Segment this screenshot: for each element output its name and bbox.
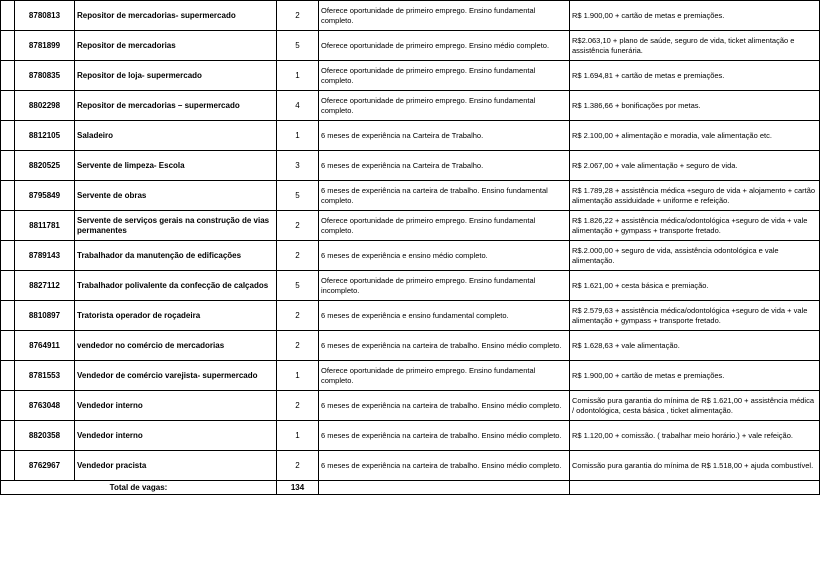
table-row xyxy=(1,301,820,331)
job-salary: R$ 2.100,00 + alimentação e moradia, vale alimentação etc. xyxy=(570,121,820,151)
job-code: 8827112 xyxy=(15,271,75,301)
job-title: Tratorista operador de roçadeira xyxy=(75,301,277,331)
job-requirements: 6 meses de experiência na carteira de trabalho. Ensino médio completo. xyxy=(319,421,570,451)
job-requirements: 6 meses de experiência e ensino médio completo. xyxy=(319,241,570,271)
row-margin-cell xyxy=(1,241,15,271)
job-code: 8820525 xyxy=(15,151,75,181)
table-row xyxy=(1,151,820,181)
job-code: 8820358 xyxy=(15,421,75,451)
job-code: 8789143 xyxy=(15,241,75,271)
job-vacancies: 5 xyxy=(277,271,319,301)
job-vacancies: 2 xyxy=(277,211,319,241)
job-title: Servente de obras xyxy=(75,181,277,211)
row-margin-cell xyxy=(1,31,15,61)
job-code: 8795849 xyxy=(15,181,75,211)
table-row xyxy=(1,451,820,481)
job-title: Repositor de mercadorias xyxy=(75,31,277,61)
job-title: Saladeiro xyxy=(75,121,277,151)
job-salary: R$.2.000,00 + seguro de vida, assistência odontológica e vale alimentação. xyxy=(570,241,820,271)
job-vacancies: 4 xyxy=(277,91,319,121)
row-margin-cell xyxy=(1,361,15,391)
job-code: 8811781 xyxy=(15,211,75,241)
job-requirements: Oferece oportunidade de primeiro emprego. Ensino fundamental incompleto. xyxy=(319,271,570,301)
row-margin-cell xyxy=(1,151,15,181)
job-title: Vendedor interno xyxy=(75,391,277,421)
job-vacancies: 3 xyxy=(277,151,319,181)
job-title: Repositor de mercadorias – supermercado xyxy=(75,91,277,121)
job-requirements: 6 meses de experiência na carteira de trabalho. Ensino médio completo. xyxy=(319,451,570,481)
row-margin-cell xyxy=(1,61,15,91)
job-salary: R$ 1.120,00 + comissão. ( trabalhar meio horário.) + vale refeição. xyxy=(570,421,820,451)
job-salary: R$ 1.900,00 + cartão de metas e premiações. xyxy=(570,1,820,31)
job-requirements: 6 meses de experiência na carteira de trabalho. Ensino médio completo. xyxy=(319,331,570,361)
job-salary: R$2.063,10 + plano de saúde, seguro de vida, ticket alimentação e assistência funerária. xyxy=(570,31,820,61)
job-vacancies: 2 xyxy=(277,241,319,271)
job-title: Vendedor pracista xyxy=(75,451,277,481)
job-vacancies: 2 xyxy=(277,451,319,481)
job-requirements: 6 meses de experiência na Carteira de Trabalho. xyxy=(319,151,570,181)
row-margin-cell xyxy=(1,451,15,481)
job-code: 8763048 xyxy=(15,391,75,421)
row-margin-cell xyxy=(1,1,15,31)
total-label: Total de vagas: xyxy=(1,481,277,495)
table-row xyxy=(1,181,820,211)
table-row xyxy=(1,421,820,451)
vacancies-table-body xyxy=(1,1,820,495)
row-margin-cell xyxy=(1,391,15,421)
job-salary: R$ 1.826,22 + assistência médica/odontológica +seguro de vida + vale alimentação + gympass + transporte fretado. xyxy=(570,211,820,241)
job-vacancies: 5 xyxy=(277,181,319,211)
job-requirements: Oferece oportunidade de primeiro emprego. Ensino médio completo. xyxy=(319,31,570,61)
job-title: Trabalhador polivalente da confecção de calçados xyxy=(75,271,277,301)
table-row xyxy=(1,391,820,421)
job-salary: R$ 2.067,00 + vale alimentação + seguro de vida. xyxy=(570,151,820,181)
job-requirements: 6 meses de experiência na carteira de trabalho. Ensino fundamental completo. xyxy=(319,181,570,211)
job-code: 8780835 xyxy=(15,61,75,91)
table-row xyxy=(1,331,820,361)
job-title: Vendedor interno xyxy=(75,421,277,451)
row-margin-cell xyxy=(1,181,15,211)
table-row xyxy=(1,61,820,91)
job-title: Repositor de loja- supermercado xyxy=(75,61,277,91)
job-salary: R$ 1.900,00 + cartão de metas e premiações. xyxy=(570,361,820,391)
job-vacancies: 2 xyxy=(277,391,319,421)
job-code: 8780813 xyxy=(15,1,75,31)
total-value: 134 xyxy=(277,481,319,495)
row-margin-cell xyxy=(1,91,15,121)
job-salary: R$ 1.789,28 + assistência médica +seguro de vida + alojamento + cartão alimentação assiduidade + uniforme e refeição. xyxy=(570,181,820,211)
job-salary: R$ 1.628,63 + vale alimentação. xyxy=(570,331,820,361)
total-empty-cell xyxy=(319,481,570,495)
job-requirements: Oferece oportunidade de primeiro emprego. Ensino fundamental completo. xyxy=(319,91,570,121)
job-salary: R$ 1.621,00 + cesta básica e premiação. xyxy=(570,271,820,301)
job-vacancies: 1 xyxy=(277,421,319,451)
job-title: Repositor de mercadorias- supermercado xyxy=(75,1,277,31)
job-requirements: Oferece oportunidade de primeiro emprego. Ensino fundamental completo. xyxy=(319,211,570,241)
table-row xyxy=(1,211,820,241)
table-row xyxy=(1,1,820,31)
job-requirements: 6 meses de experiência na Carteira de Trabalho. xyxy=(319,121,570,151)
row-margin-cell xyxy=(1,211,15,241)
table-row xyxy=(1,91,820,121)
job-vacancies: 2 xyxy=(277,1,319,31)
table-row xyxy=(1,271,820,301)
job-code: 8810897 xyxy=(15,301,75,331)
job-code: 8764911 xyxy=(15,331,75,361)
row-margin-cell xyxy=(1,271,15,301)
row-margin-cell xyxy=(1,121,15,151)
job-title: Trabalhador da manutenção de edificações xyxy=(75,241,277,271)
job-vacancies: 5 xyxy=(277,31,319,61)
total-row xyxy=(1,481,820,495)
job-requirements: 6 meses de experiência na carteira de trabalho. Ensino médio completo. xyxy=(319,391,570,421)
job-title: vendedor no comércio de mercadorias xyxy=(75,331,277,361)
job-code: 8812105 xyxy=(15,121,75,151)
job-requirements: Oferece oportunidade de primeiro emprego. Ensino fundamental completo. xyxy=(319,1,570,31)
job-requirements: Oferece oportunidade de primeiro emprego. Ensino fundamental completo. xyxy=(319,361,570,391)
job-code: 8781899 xyxy=(15,31,75,61)
job-salary: Comissão pura garantia do mínima de R$ 1.621,00 + assistência médica / odontológica, cesta básica , ticket alimentação. xyxy=(570,391,820,421)
job-code: 8802298 xyxy=(15,91,75,121)
row-margin-cell xyxy=(1,301,15,331)
job-vacancies: 1 xyxy=(277,121,319,151)
job-vacancies: 1 xyxy=(277,61,319,91)
table-row xyxy=(1,361,820,391)
row-margin-cell xyxy=(1,421,15,451)
job-vacancies: 1 xyxy=(277,361,319,391)
total-empty-cell xyxy=(570,481,820,495)
row-margin-cell xyxy=(1,331,15,361)
job-requirements: 6 meses de experiência e ensino fundamental completo. xyxy=(319,301,570,331)
job-title: Vendedor de comércio varejista- supermercado xyxy=(75,361,277,391)
job-salary: R$ 1.386,66 + bonificações por metas. xyxy=(570,91,820,121)
job-title: Servente de limpeza- Escola xyxy=(75,151,277,181)
job-salary: R$ 1.694,81 + cartão de metas e premiações. xyxy=(570,61,820,91)
job-vacancies: 2 xyxy=(277,331,319,361)
job-requirements: Oferece oportunidade de primeiro emprego. Ensino fundamental completo. xyxy=(319,61,570,91)
job-salary: R$ 2.579,63 + assistência médica/odontológica +seguro de vida + vale alimentação + gympass + transporte fretado. xyxy=(570,301,820,331)
job-code: 8762967 xyxy=(15,451,75,481)
table-row xyxy=(1,31,820,61)
table-row xyxy=(1,121,820,151)
table-row xyxy=(1,241,820,271)
job-salary: Comissão pura garantia do mínima de R$ 1.518,00 + ajuda combustível. xyxy=(570,451,820,481)
job-vacancies: 2 xyxy=(277,301,319,331)
job-title: Servente de serviços gerais na construção de vias permanentes xyxy=(75,211,277,241)
job-code: 8781553 xyxy=(15,361,75,391)
